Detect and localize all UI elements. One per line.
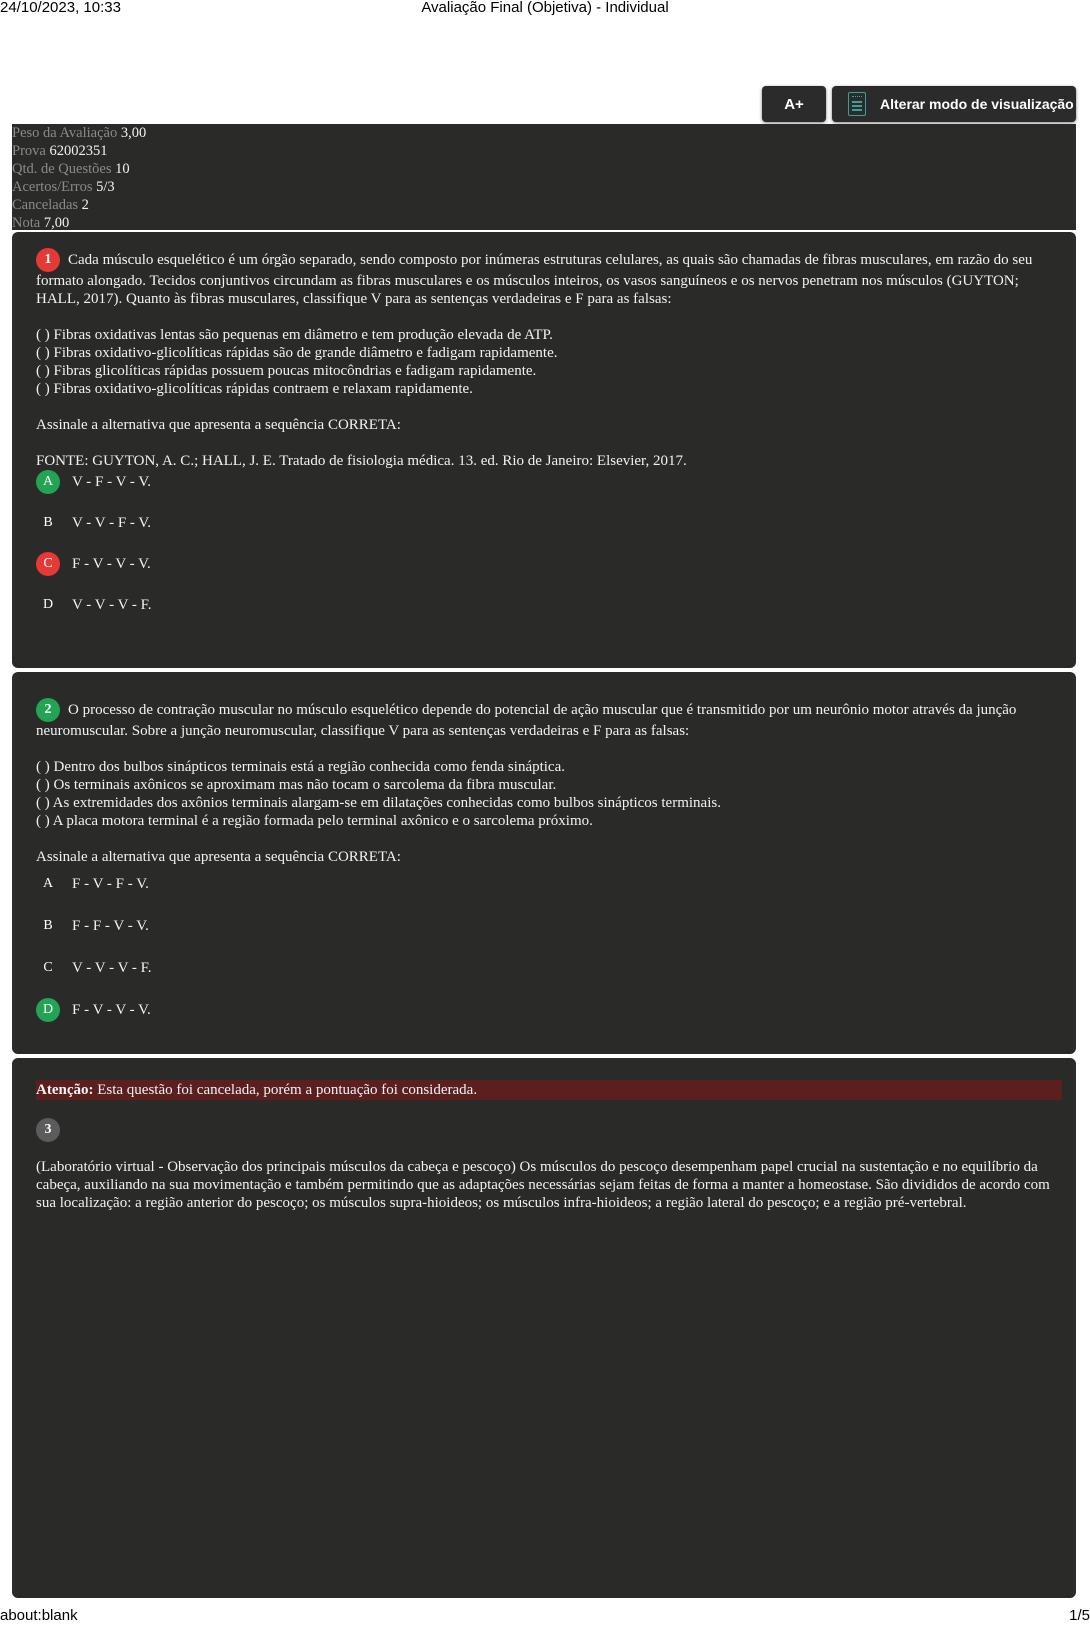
option-text: V - V - V - F. <box>72 960 152 976</box>
print-date: 24/10/2023, 10:33 <box>0 0 121 16</box>
summary-peso: Peso da Avaliação 3,00 <box>12 125 147 141</box>
question-card-2 <box>12 672 1076 1054</box>
statement: ( ) Fibras oxidativas lentas são pequenas em diâmetro e tem produção elevada de ATP. <box>36 327 553 343</box>
print-page-number: 1/5 <box>1069 1607 1090 1624</box>
question-1-body <box>36 248 1062 470</box>
summary-canceladas: Canceladas 2 <box>12 197 89 213</box>
option-letter-correct: A <box>36 470 60 494</box>
option-c[interactable] <box>36 552 436 576</box>
question-3-text: (Laboratório virtual - Observação dos principais músculos da cabeça e pescoço) Os músculos do pescoço desempenham papel crucial na sustentação e no equilíbrio da cabeça, auxiliando na sua movimentação e também permitindo que as adaptações necessárias sejam feitas de forma a manter a homeostase. São divididos de acordo com sua localização: a região anterior do pescoço; os músculos supra-hioideos; os músculos infra-hioideos; a região lateral do pescoço; e a região pré-vertebral. <box>36 1159 1050 1211</box>
summary-acertos: Acertos/Erros 5/3 <box>12 179 115 195</box>
question-number-badge: 2 <box>36 698 60 722</box>
statement: ( ) As extremidades dos axônios terminais alargam-se em dilatações conhecidas como bulbos sinápticos terminais. <box>36 795 721 811</box>
question-card-1 <box>12 232 1076 668</box>
question-2-body <box>36 698 1062 866</box>
summary-nota: Nota 7,00 <box>12 215 70 231</box>
document-icon <box>848 92 866 116</box>
option-text: F - V - V - V. <box>72 556 151 572</box>
question-1-text: 1 Cada músculo esquelético é um órgão separado, sendo composto por inúmeras estruturas celulares, as quais são chamadas de fibras musculares, em razão do seu formato alongado. Tecidos conjuntivos circundam as fibras musculares e os músculos inteiros, os vasos sanguíneos e os nervos penetram nos músculos (GUYTON; HALL, 2017). Quanto às fibras musculares, classifique V para as sentenças verdadeiras e F para as falsas: <box>36 248 1062 308</box>
option-text: F - V - V - V. <box>72 1002 151 1018</box>
view-mode-label: Alterar modo de visualização <box>880 96 1074 112</box>
option-text: V - V - F - V. <box>72 515 152 531</box>
option-letter-correct: D <box>36 998 60 1022</box>
question-number-badge: 1 <box>36 248 60 272</box>
option-text: F - F - V - V. <box>72 918 149 934</box>
summary-prova: Prova 62002351 <box>12 143 108 159</box>
option-letter: B <box>43 918 53 933</box>
evaluation-summary <box>12 124 1076 230</box>
option-a[interactable] <box>36 470 436 494</box>
print-url: about:blank <box>0 1607 78 1624</box>
cancelled-notice <box>36 1080 1062 1100</box>
question-prompt: Assinale a alternativa que apresenta a sequência CORRETA: <box>36 849 401 865</box>
statement: ( ) Fibras oxidativo-glicolíticas rápidas são de grande diâmetro e fadigam rapidamente. <box>36 345 558 361</box>
question-2-text: 2 O processo de contração muscular no músculo esquelético depende do potencial de ação muscular que é transmitido por um neurônio motor através da junção neuromuscular. Sobre a junção neuromuscular, classifique V para as sentenças verdadeiras e F para as falsas: <box>36 698 1062 740</box>
question-3-text-wrap <box>36 1158 1062 1212</box>
statement: ( ) Dentro dos bulbos sinápticos terminais está a região conhecida como fenda sináptica. <box>36 759 565 775</box>
option-letter: C <box>43 960 53 975</box>
option-b[interactable] <box>36 914 436 938</box>
question-card-3 <box>12 1058 1076 1598</box>
statement: ( ) A placa motora terminal é a região formada pelo terminal axônico e o sarcolema próximo. <box>36 813 593 829</box>
print-title: Avaliação Final (Objetiva) - Individual <box>421 0 669 16</box>
option-text: F - V - F - V. <box>72 876 149 892</box>
option-c[interactable] <box>36 956 436 980</box>
option-letter: A <box>42 876 54 891</box>
font-size-button[interactable]: A+ <box>762 86 826 122</box>
statement: ( ) Fibras glicolíticas rápidas possuem poucas mitocôndrias e fadigam rapidamente. <box>36 363 537 379</box>
option-d[interactable] <box>36 998 436 1022</box>
summary-qtd: Qtd. de Questões 10 <box>12 161 130 177</box>
question-prompt: Assinale a alternativa que apresenta a sequência CORRETA: <box>36 417 401 433</box>
print-footer <box>0 1607 1090 1625</box>
print-header <box>0 0 1090 20</box>
option-d[interactable] <box>36 593 436 617</box>
option-a[interactable] <box>36 872 436 896</box>
attention-label: Atenção: <box>36 1082 94 1098</box>
attention-text: Esta questão foi cancelada, porém a pontuação foi considerada. <box>93 1082 478 1098</box>
option-text: V - F - V - V. <box>72 474 152 490</box>
question-source: FONTE: GUYTON, A. C.; HALL, J. E. Tratado de fisiologia médica. 13. ed. Rio de Janeiro: Elsevier, 2017. <box>36 453 687 469</box>
statement: ( ) Fibras oxidativo-glicolíticas rápidas contraem e relaxam rapidamente. <box>36 381 473 397</box>
option-letter-wrong: C <box>36 552 60 576</box>
question-number-badge: 3 <box>36 1118 60 1142</box>
option-letter: B <box>43 515 53 530</box>
question-3-body <box>36 1118 1062 1142</box>
option-letter: D <box>42 597 54 612</box>
view-mode-button[interactable] <box>832 86 1076 122</box>
option-text: V - V - V - F. <box>72 597 152 613</box>
option-b[interactable] <box>36 511 436 535</box>
statement: ( ) Os terminais axônicos se aproximam mas não tocam o sarcolema da fibra muscular. <box>36 777 557 793</box>
